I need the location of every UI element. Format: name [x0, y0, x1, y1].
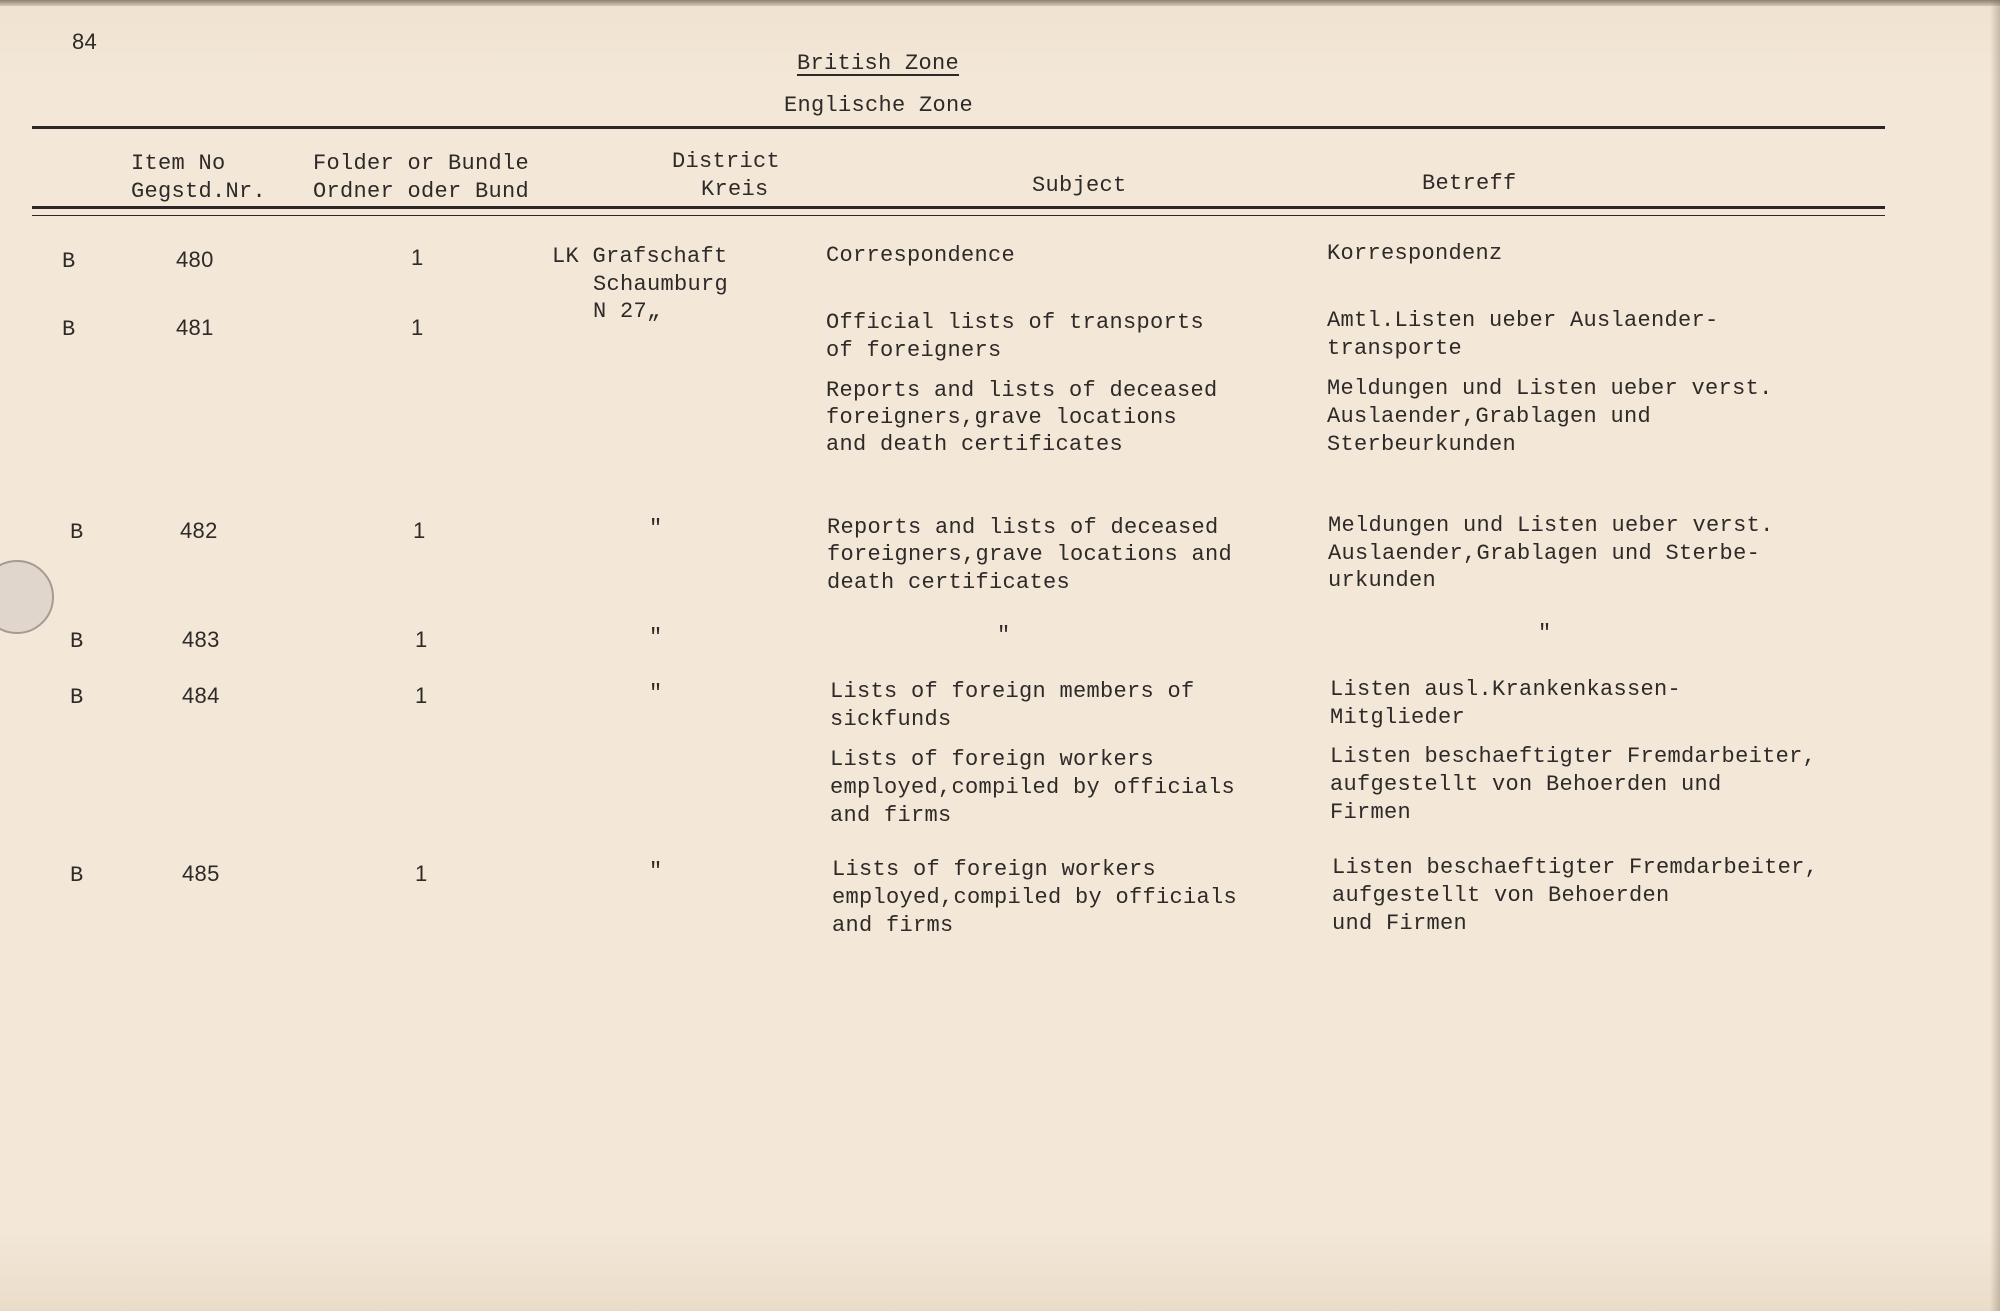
row-betreff-line: Listen ausl.Krankenkassen- [1330, 677, 1682, 702]
page-title: British Zone [797, 51, 960, 76]
row-item-number: 485 [182, 861, 220, 886]
header-district-de: Kreis [701, 177, 769, 202]
row-subject-line: Lists of foreign workers [830, 747, 1155, 772]
row-district-line: N 27„ [593, 299, 661, 324]
row-prefix: B [62, 249, 76, 274]
binder-tab [0, 560, 54, 634]
row-betreff-line: Firmen [1330, 800, 1412, 825]
page-number: 84 [72, 29, 98, 54]
row-betreff-line: Auslaender,Grablagen und [1327, 404, 1652, 429]
row-subject-line: sickfunds [830, 707, 952, 732]
header-bottom-rule [32, 206, 1885, 209]
row-district-ditto: " [649, 681, 663, 706]
row-district-ditto: " [649, 516, 663, 541]
row-item-number: 484 [182, 683, 220, 708]
row-betreff-line: Meldungen und Listen ueber verst. [1327, 376, 1773, 401]
row-betreff-line: aufgestellt von Behoerden [1332, 883, 1670, 908]
page-subtitle: Englische Zone [784, 93, 974, 118]
row-betreff-ditto: " [1538, 621, 1552, 646]
row-subject-line: Lists of foreign workers [832, 857, 1157, 882]
row-district-line: Schaumburg [593, 272, 729, 297]
row-prefix: B [70, 685, 84, 710]
row-prefix: B [70, 629, 84, 654]
row-item-number: 483 [182, 627, 220, 652]
row-betreff-line: Korrespondenz [1327, 241, 1503, 266]
row-folder: 1 [415, 861, 428, 886]
header-item-de: Gegstd.Nr. [131, 179, 267, 204]
row-folder: 1 [411, 315, 424, 340]
row-item-number: 482 [180, 518, 218, 543]
row-betreff-line: Listen beschaeftigter Fremdarbeiter, [1330, 744, 1817, 769]
row-subject-line: Official lists of transports [826, 310, 1205, 335]
row-subject-line: and death certificates [826, 432, 1124, 457]
row-betreff-line: Auslaender,Grablagen und Sterbe- [1328, 541, 1761, 566]
row-subject-line: death certificates [827, 570, 1071, 595]
row-betreff-line: Listen beschaeftigter Fremdarbeiter, [1332, 855, 1819, 880]
row-subject-line: and firms [830, 803, 952, 828]
header-bottom-rule-thin [32, 215, 1885, 216]
header-subject: Subject [1032, 173, 1127, 198]
header-district-en: District [672, 149, 781, 174]
row-item-number: 480 [176, 247, 214, 272]
row-district-ditto: " [649, 859, 663, 884]
row-betreff-line: urkunden [1328, 568, 1437, 593]
row-prefix: B [70, 863, 84, 888]
row-folder: 1 [411, 245, 424, 270]
row-subject-line: Lists of foreign members of [830, 679, 1195, 704]
row-subject-line: of foreigners [826, 338, 1002, 363]
row-betreff-line: transporte [1327, 336, 1463, 361]
header-folder-de: Ordner oder Bund [313, 179, 530, 204]
row-district-ditto: " [649, 625, 663, 650]
row-betreff-line: aufgestellt von Behoerden und [1330, 772, 1722, 797]
row-betreff-line: Sterbeurkunden [1327, 432, 1517, 457]
header-item-en: Item No [131, 151, 226, 176]
row-folder: 1 [415, 627, 428, 652]
row-subject-ditto: " [997, 623, 1011, 648]
row-prefix: B [62, 317, 76, 342]
row-item-number: 481 [176, 315, 214, 340]
row-subject-line: foreigners,grave locations and [827, 542, 1233, 567]
row-subject-line: Reports and lists of deceased [827, 515, 1219, 540]
header-folder-en: Folder or Bundle [313, 151, 530, 176]
row-betreff-line: Mitglieder [1330, 705, 1466, 730]
row-folder: 1 [413, 518, 426, 543]
row-subject-line: employed,compiled by officials [832, 885, 1238, 910]
header-top-rule [32, 126, 1885, 129]
row-prefix: B [70, 520, 84, 545]
row-subject-line: employed,compiled by officials [830, 775, 1236, 800]
row-subject-line: and firms [832, 913, 954, 938]
row-subject-line: Reports and lists of deceased [826, 378, 1218, 403]
row-folder: 1 [415, 683, 428, 708]
row-betreff-line: und Firmen [1332, 911, 1468, 936]
header-betreff: Betreff [1422, 171, 1517, 196]
row-subject-line: foreigners,grave locations [826, 405, 1178, 430]
row-subject-line: Correspondence [826, 243, 1016, 268]
row-district-line: LK Grafschaft [552, 244, 728, 269]
row-betreff-line: Meldungen und Listen ueber verst. [1328, 513, 1774, 538]
row-betreff-line: Amtl.Listen ueber Auslaender- [1327, 308, 1719, 333]
